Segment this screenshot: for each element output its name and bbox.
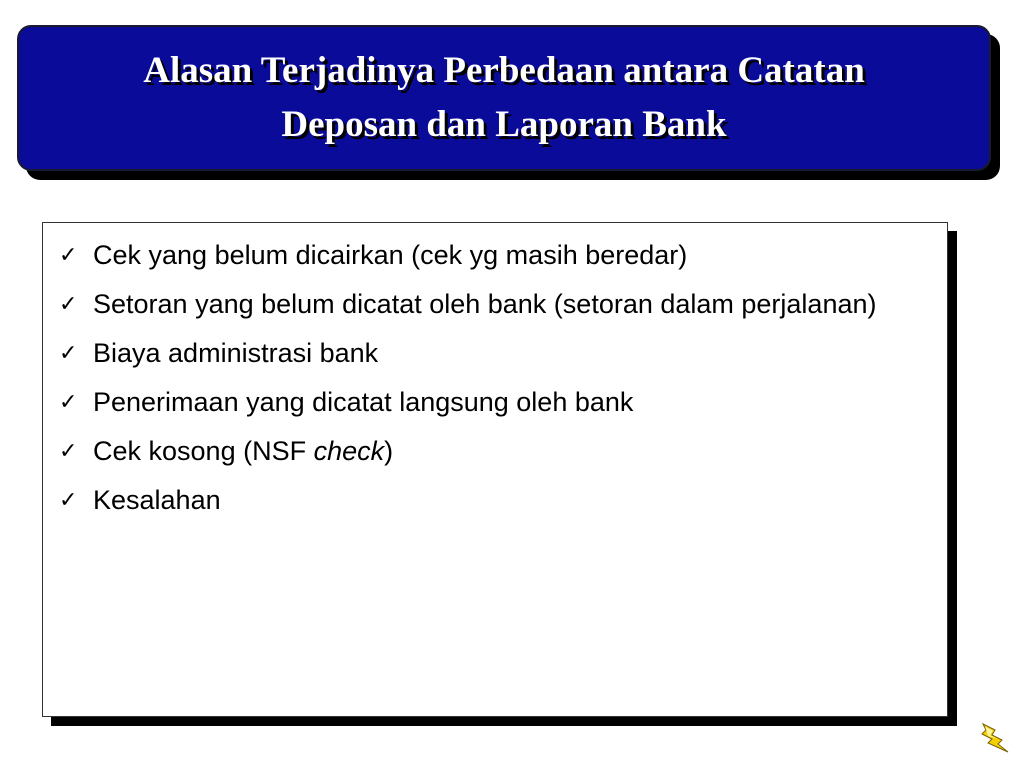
bullet-text-before: Cek kosong (NSF: [93, 436, 314, 466]
list-item: [59, 284, 927, 324]
bullet-text: Cek yang belum dicairkan (cek yg masih beredar): [93, 240, 688, 270]
lightning-icon[interactable]: [980, 722, 1010, 754]
check-icon: ✓: [59, 438, 78, 463]
bullet-text: [93, 431, 927, 471]
bullet-text-after: ): [384, 436, 394, 466]
page-title-line-1: Alasan Terjadinya Perbedaan antara Catatan: [143, 50, 865, 91]
check-icon: ✓: [59, 340, 78, 365]
page-title: [123, 44, 885, 152]
bullet-text: Biaya administrasi bank: [93, 338, 379, 368]
list-item: [59, 235, 927, 275]
check-icon: ✓: [59, 242, 78, 267]
list-item: [59, 431, 927, 471]
bullet-text-italic: check: [313, 436, 385, 466]
list-item: [59, 480, 927, 520]
bullet-text: Penerimaan yang dicatat langsung oleh bank: [93, 387, 634, 417]
check-icon: ✓: [59, 487, 78, 512]
content-box: [42, 222, 948, 717]
check-icon: ✓: [59, 389, 78, 414]
page-title-line-2: Deposan dan Laporan Bank: [281, 104, 727, 145]
title-box: [17, 25, 991, 171]
check-icon: ✓: [59, 291, 78, 316]
bullet-text: Setoran yang belum dicatat oleh bank (setoran dalam perjalanan): [93, 289, 877, 319]
bullet-text: Kesalahan: [93, 485, 221, 515]
list-item: [59, 333, 927, 373]
list-item: [59, 382, 927, 422]
bullet-list: [59, 235, 927, 520]
